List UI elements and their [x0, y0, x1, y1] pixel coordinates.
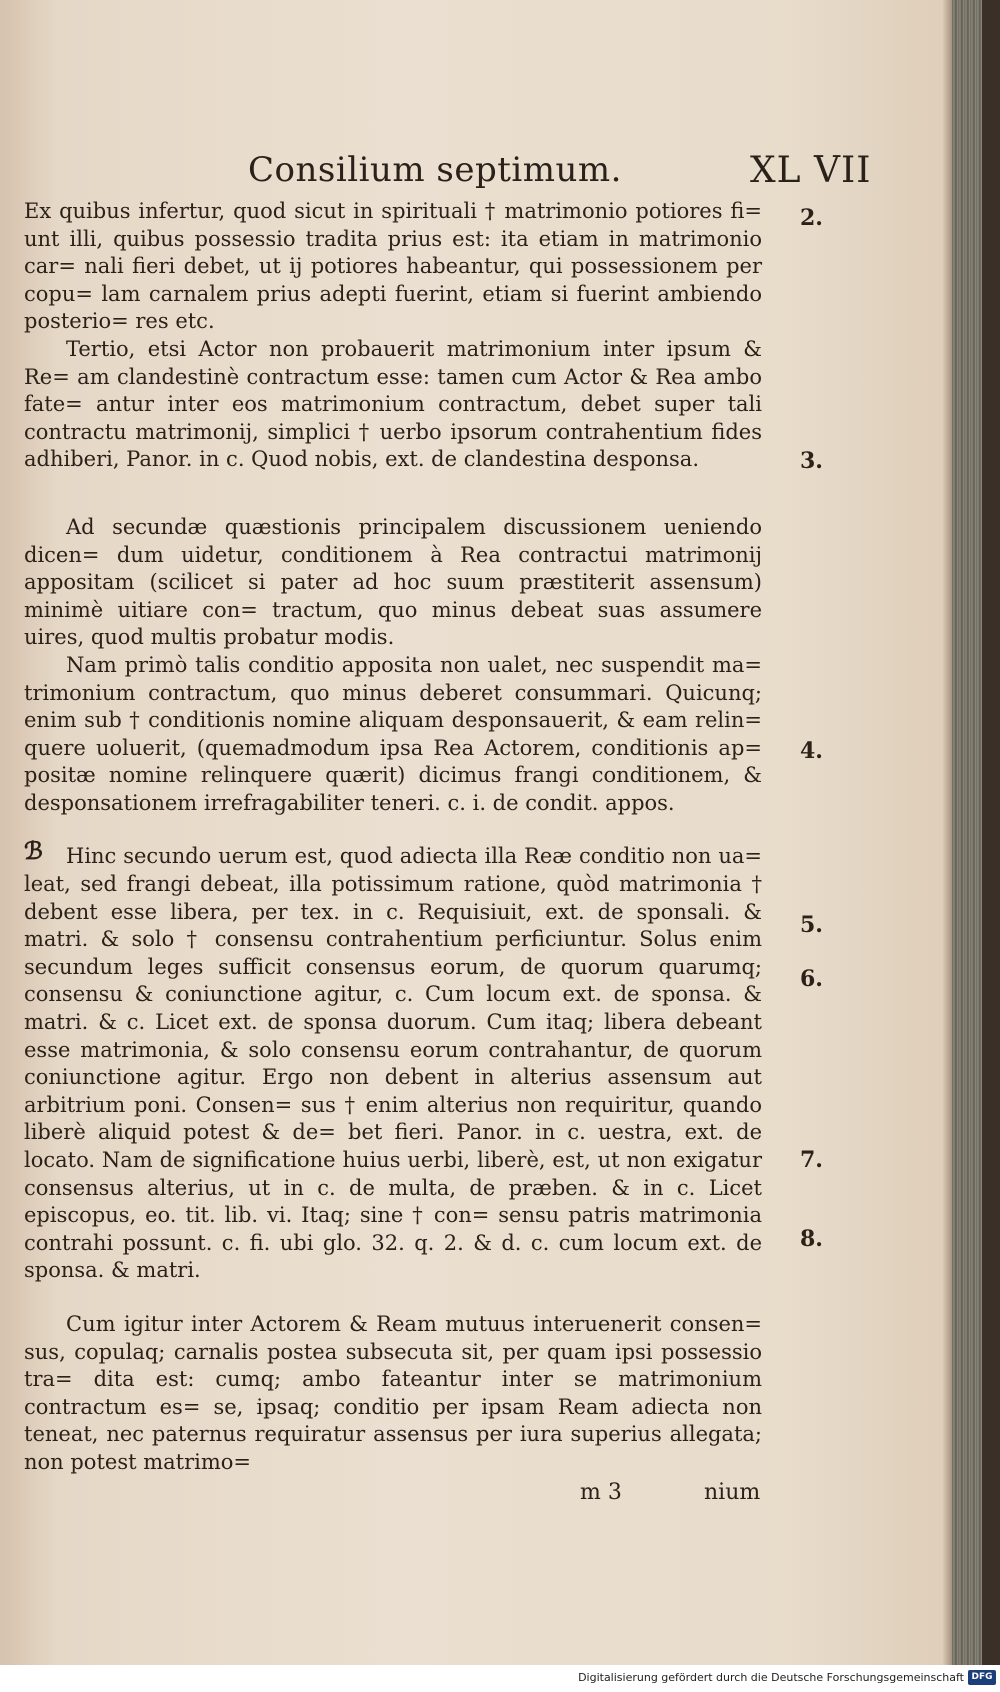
page-edge — [952, 0, 982, 1665]
paragraph: Ex quibus infertur, quod sicut in spirituali † matrimonio potiores fi= unt illi, quibus possessio tradita prius est: ita etiam in matrimonio car= nali fieri debet, ut ij potiores habeantur, qui possessionem per copu= lam carnalem prius adepti fuerint, etiam si fuerint ambiendo posterio= res etc. — [24, 199, 762, 334]
paragraph: Cum igitur inter Actorem & Ream mutuus interuenerit consen= sus, copulaq; carnalis postea subsecuta sit, per quam ipsi possessio tra= dita est: cumq; ambo fateantur inter se matrimonium contractum es= se, ipsaq; conditio per ipsam Ream adiecta non teneat, nec paternus requiratur assensus per iura superius allegata; non potest matrimo= — [24, 1311, 762, 1474]
paragraph: Tertio, etsi Actor non probauerit matrimonium inter ipsum & Re= am clandestinè contractum esse: tamen cum Actor & Rea ambo fate= antur inter eos matrimonium contractum, debet super tali contractu matrimonij, simplici † uerbo ipsorum contrahentium fides adhiberi, Panor. in c. Quod nobis, ext. de clandestina desponsa. — [24, 336, 762, 472]
signature-mark: m 3 — [580, 1480, 622, 1505]
margin-note: 3. — [800, 448, 823, 474]
paragraph: Ad secundæ quæstionis principalem discussionem ueniendo dicen= dum uidetur, conditionem à Rea contractui matrimonij appositam (scilicet si pater ad hoc suum præstiterit assensum) minimè uitiare con= tractum, quo minus debeat suas assumere uires, quod multis probatur modis. — [24, 514, 762, 650]
page-number: XL VII — [750, 150, 872, 191]
funding-credit: Digitalisierung gefördert durch die Deutsche Forschungsgemeinschaft — [578, 1671, 964, 1684]
margin-note: 5. — [800, 912, 823, 938]
page-header — [0, 150, 960, 200]
margin-note: 6. — [800, 966, 823, 992]
margin-note: 7. — [800, 1147, 823, 1173]
running-title: Consilium septimum. — [248, 150, 622, 190]
catchword: nium — [704, 1480, 761, 1505]
digitization-footer — [0, 1665, 1000, 1692]
body-text — [24, 198, 762, 1477]
paragraph: Nam primò talis conditio apposita non ualet, nec suspendit ma= trimonium contractum, quo minus deberet consummari. Quicunq; enim sub † conditionis nomine aliquam desponsauerit, & eam relin= quere uoluerit, (quemadmodum ipsa Rea Actorem, conditionis ap= positæ nomine relinquere quærit) dicimus frangi conditionem, & desponsationem irrefragabiliter teneri. c. i. de condit. appos. — [24, 652, 762, 815]
catchwords-line — [580, 1480, 780, 1510]
margin-note: 8. — [800, 1226, 823, 1252]
margin-note: 4. — [800, 738, 823, 764]
ornament-mark: ℬ — [24, 836, 43, 865]
margin-note: 2. — [800, 205, 823, 231]
paragraph: Hinc secundo uerum est, quod adiecta illa Reæ conditio non ua= leat, sed frangi debeat, illa potissimum ratione, quòd matrimonia † debent esse libera, per tex. in c. Requisiuit, ext. de sponsali. & matri. & solo † consensu contrahentium perficiuntur. Solus enim secundum leges sufficit consensus eorum, de quorum quarumq; consensu & coniunctione agitur, c. Cum locum ext. de sponsa. & matri. & c. Licet ext. de sponsa duorum. Cum itaq; libera debeant esse matrimonia, & solo consensu eorum contrahantur, de quorum coniunctione agitur. Ergo non debent in alterius assensum aut arbitrium poni. Consen= sus † enim alterius non requiritur, quando liberè aliquid potest & de= bet fieri. Panor. in c. uestra, ext. de locato. Nam de significatione huius uerbi, liberè, est, ut non exigatur consensus alterius, ut in c. de multa, de præben. & in c. Licet episcopus, eo. tit. lib. vi. Itaq; sine † con= sensu patris matrimonia contrahi possunt. c. fi. ubi glo. 32. q. 2. & d. c. cum locum ext. de sponsa. & matri. — [24, 844, 762, 1283]
dfg-logo: DFG — [968, 1670, 996, 1685]
binding-shadow — [942, 0, 952, 1665]
